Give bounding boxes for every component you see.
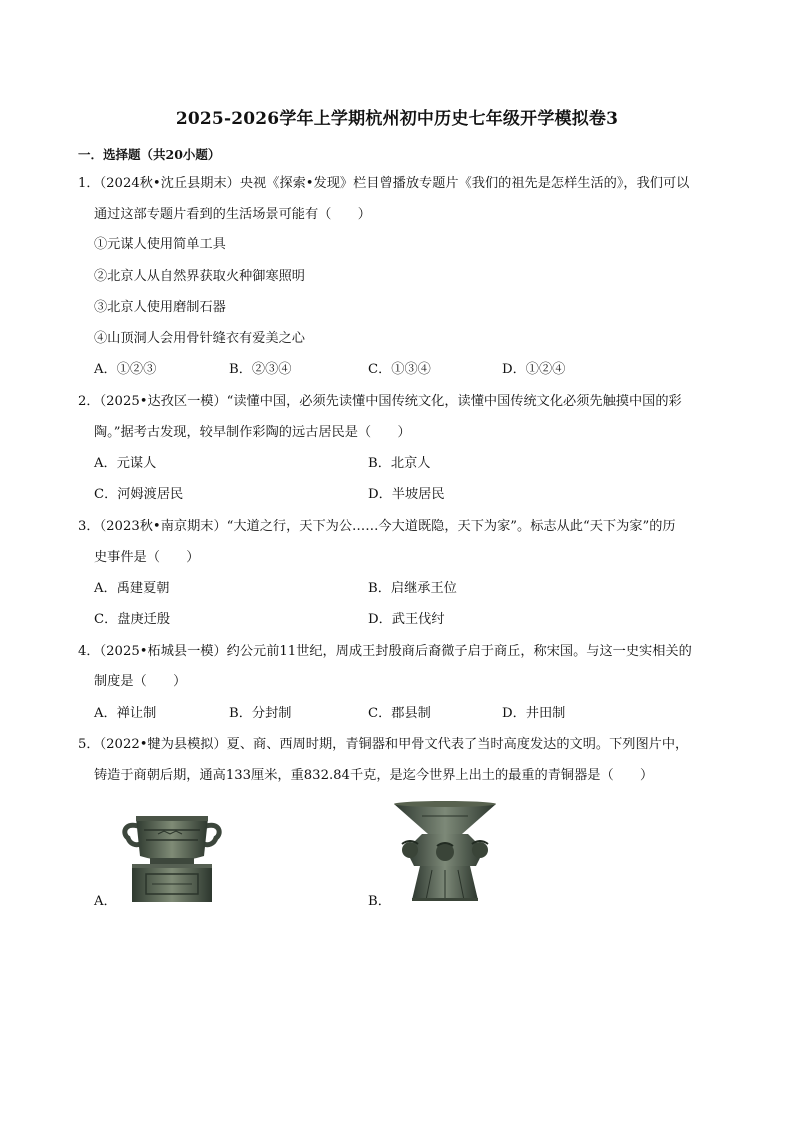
question-3-line-1: 3．（2023秋•南京期末）“大道之行，天下为公……今大道既隐，天下为家”。标志从此“天下为家”的历 [78, 519, 676, 534]
bronze-gui-vessel-image[interactable] [118, 804, 226, 904]
question-1-item-4: ④山顶洞人会用骨针缝衣有爱美之心 [94, 331, 305, 346]
question-3-line-2: 史事件是（ ） [94, 550, 200, 565]
question-5-option-a[interactable]: A． [94, 894, 117, 909]
page-title: 2025-2026学年上学期杭州初中历史七年级开学模拟卷3 [175, 109, 619, 129]
bronze-zun-vessel-image[interactable] [392, 800, 498, 904]
question-2-line-1: 2．（2025•达孜区一模）“读懂中国，必须先读懂中国传统文化，读懂中国传统文化必须先触摸中国的彩 [78, 394, 682, 409]
question-1-item-3: ③北京人使用磨制石器 [94, 300, 226, 315]
question-5-line-2: 铸造于商朝后期，通高133厘米，重832.84千克，是迄今世界上出土的最重的青铜器是（ ） [94, 768, 654, 783]
question-4-line-1: 4．（2025•柘城县一模）约公元前11世纪，周成王封殷商后裔微子启于商丘，称宋国。与这一史实相关的 [78, 644, 692, 659]
question-1-line-1: 1．（2024秋•沈丘县期末）央视《探索•发现》栏目曾播放专题片《我们的祖先是怎样生活的》，我们可以 [78, 176, 690, 191]
question-5-option-b[interactable]: B． [368, 894, 391, 909]
question-3-option-a[interactable]: A．禹建夏朝 [94, 581, 170, 596]
question-5-line-1: 5．（2022•犍为县模拟）夏、商、西周时期，青铜器和甲骨文代表了当时高度发达的文明。下列图片中， [78, 737, 689, 752]
question-2-option-c[interactable]: C．河姆渡居民 [94, 487, 184, 502]
question-1-item-1: ①元谋人使用简单工具 [94, 237, 226, 252]
question-2-option-d[interactable]: D．半坡居民 [368, 487, 445, 502]
question-1-option-c[interactable]: C．①③④ [368, 362, 431, 377]
question-1-option-d[interactable]: D．①②④ [502, 362, 566, 377]
question-2-option-a[interactable]: A．元谋人 [94, 456, 157, 471]
question-2-option-b[interactable]: B．北京人 [368, 456, 431, 471]
question-4-option-a[interactable]: A．禅让制 [94, 706, 157, 721]
question-4-line-2: 制度是（ ） [94, 674, 187, 689]
question-4-option-d[interactable]: D．井田制 [502, 706, 566, 721]
question-3-option-b[interactable]: B．启继承王位 [368, 581, 457, 596]
question-3-option-c[interactable]: C．盘庚迁殷 [94, 612, 171, 627]
question-1-option-a[interactable]: A．①②③ [94, 362, 157, 377]
question-1-option-b[interactable]: B．②③④ [229, 362, 292, 377]
question-4-option-b[interactable]: B．分封制 [229, 706, 292, 721]
question-4-option-c[interactable]: C．郡县制 [368, 706, 431, 721]
question-1-line-2: 通过这部专题片看到的生活场景可能有（ ） [94, 207, 371, 222]
question-1-item-2: ②北京人从自然界获取火种御寒照明 [94, 269, 305, 284]
question-3-option-d[interactable]: D．武王伐纣 [368, 612, 445, 627]
section-heading: 一．选择题（共20小题） [78, 147, 221, 162]
question-2-line-2: 陶。”据考古发现，较早制作彩陶的远古居民是（ ） [94, 425, 411, 440]
